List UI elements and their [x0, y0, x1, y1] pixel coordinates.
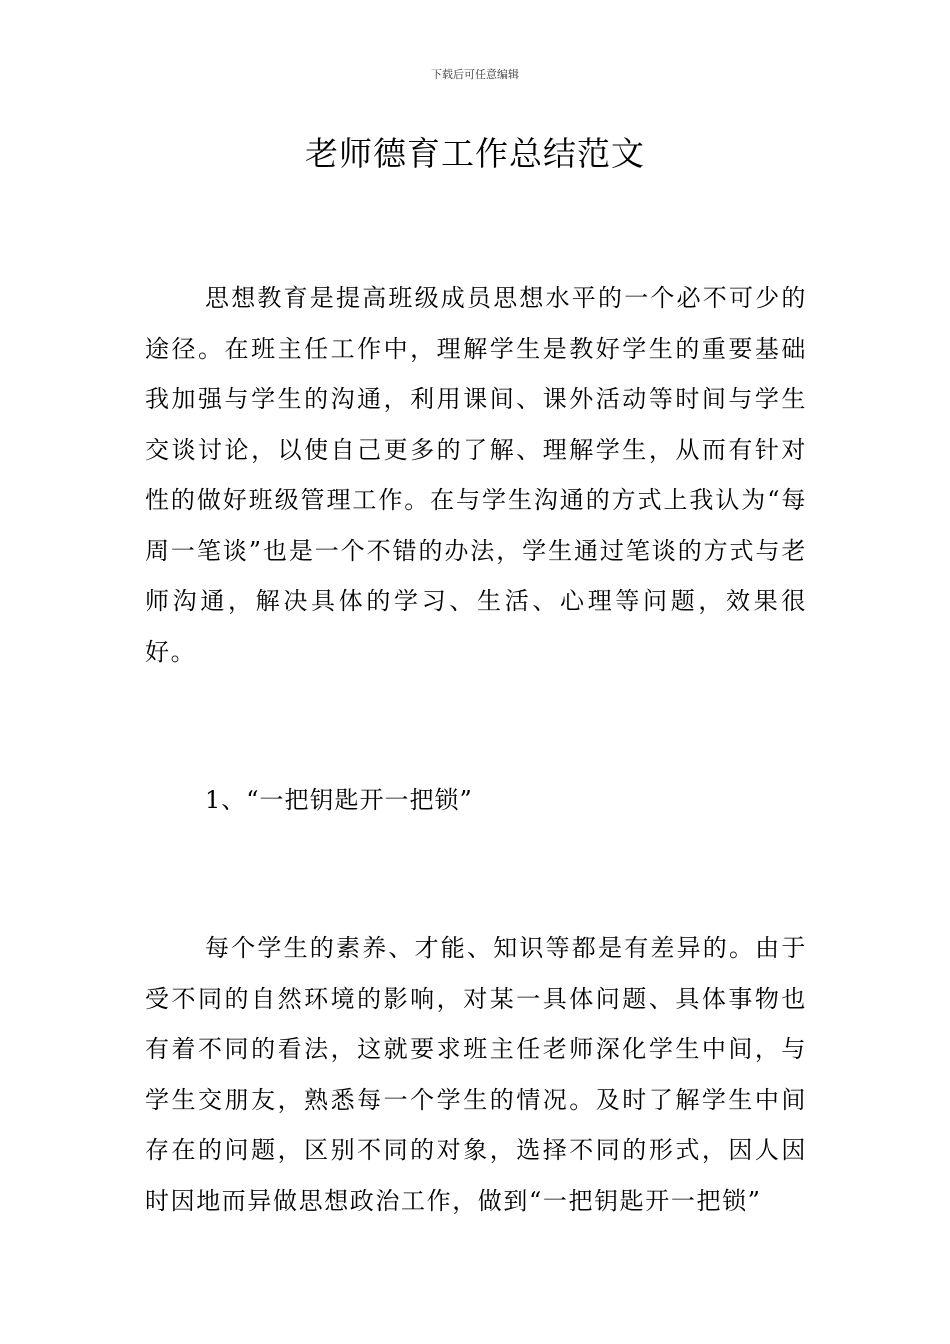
- section-heading: 1、“一把钥匙开一把锁”: [205, 786, 473, 814]
- paragraph-intro: 思想教育是提高班级成员思想水平的一个必不可少的途径。在班主任工作中，理解学生是教好学生的重要基础我加强与学生的沟通，利用课间、课外活动等时间与学生交谈讨论，以使自己更多的了解、理解学生，从而有针对性的做好班级管理工作。在与学生沟通的方式上我认为“每周一笔谈”也是一个不错的办法，学生通过笔谈的方式与老师沟通，解决具体的学习、生活、心理等问题，效果很好。: [145, 284, 807, 666]
- header-note: 下载后可任意编辑: [431, 68, 519, 81]
- paragraph-section-1: 每个学生的素养、才能、知识等都是有差异的。由于受不同的自然环境的影响，对某一具体问题、具体事物也有着不同的看法，这就要求班主任老师深化学生中间，与学生交朋友，熟悉每一个学生的情况。及时了解学生中间存在的问题，区别不同的对象，选择不同的形式，因人因时因地而异做思想政治工作，做到“一把钥匙开一把锁”: [145, 934, 807, 1215]
- document-title: 老师德育工作总结范文: [305, 134, 645, 173]
